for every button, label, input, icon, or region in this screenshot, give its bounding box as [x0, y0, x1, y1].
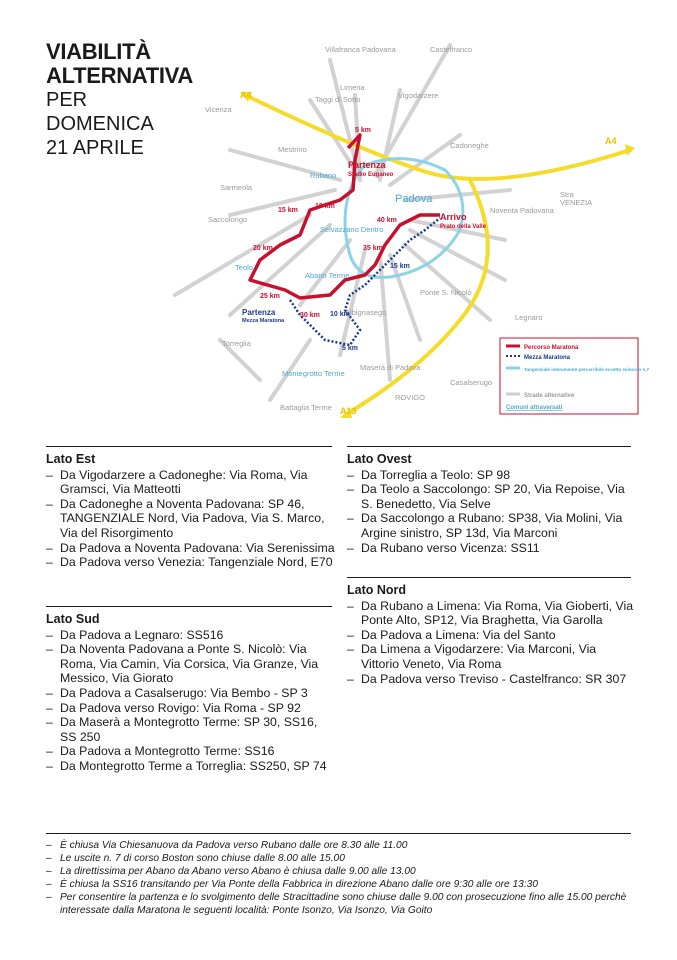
section-title: Lato Nord — [347, 583, 407, 597]
km-marker: 40 km — [377, 217, 397, 224]
divider — [347, 577, 631, 578]
place-label: Taggi di Sotto — [315, 95, 361, 104]
list-item: – Da Padova a Montegrotto Terme: SS16 — [46, 744, 336, 759]
list-item: – Da Padova a Limena: Via del Santo — [347, 628, 637, 643]
route-list — [46, 628, 336, 774]
list-item: – Da Noventa Padovana a Ponte S. Nicolò: Via Roma, Via Camin, Via Corsica, Via Granze, Via Messico, Via Giorato — [46, 642, 336, 686]
closure-notes — [46, 839, 636, 917]
route-list — [347, 599, 637, 687]
divider — [46, 606, 332, 607]
half-marathon-route — [290, 218, 440, 345]
half-start-label: Partenza — [242, 308, 276, 317]
place-label: Mestrino — [278, 145, 307, 154]
section-ovest — [347, 448, 637, 555]
place-label: Casalserugo — [450, 378, 493, 387]
list-item: – Da Padova a Noventa Padovana: Via Serenissima — [46, 541, 336, 556]
divider — [46, 446, 332, 447]
list-item: – Da Maserà a Montegrotto Terme: SP 30, SS16, SS 250 — [46, 715, 336, 744]
km-marker: 5 km — [355, 127, 371, 134]
list-item: – Da Torreglia a Teolo: SP 98 — [347, 468, 637, 483]
km-marker: 30 km — [300, 312, 320, 319]
motorway-label: A4 — [240, 90, 252, 100]
list-item: – È chiusa Via Chiesanuova da Padova verso Rubano dalle ore 8.30 alle 11.00 — [46, 839, 636, 852]
place-label: Villafranca Padovana — [325, 45, 396, 54]
section-title: Lato Sud — [46, 612, 100, 626]
start-sublabel: Stadio Euganeo — [348, 172, 394, 178]
motorway-label: A4 — [605, 136, 617, 146]
place-label: Limena — [340, 83, 365, 92]
list-item: – Da Cadoneghe a Noventa Padovana: SP 46, TANGENZIALE Nord, Via Padova, Via S. Marco, Via del Risorgimento — [46, 497, 336, 541]
section-sud — [46, 608, 336, 774]
title-line: VIABILITÀ — [46, 39, 151, 64]
route-list — [46, 468, 336, 570]
legend-ring: Tangenziale interamente percorribile eccetto svincolo n.7 — [524, 367, 650, 372]
list-item: – Da Teolo a Saccolongo: SP 20, Via Repoise, Via S. Benedetto, Via Selve — [347, 482, 637, 511]
km-marker: 5 km — [342, 345, 358, 352]
place-label: Torreglia — [222, 339, 251, 348]
title-line: DOMENICA — [46, 113, 154, 135]
list-item: – Da Padova a Casalserugo: Via Bembo - SP 3 — [46, 686, 336, 701]
place-label: Abano Terme — [305, 271, 350, 280]
notes-list — [46, 839, 636, 917]
list-item: – Da Padova verso Treviso - Castelfranco: SR 307 — [347, 672, 637, 687]
place-label: Albignasego — [345, 308, 387, 317]
legend-half: Mezza Maratona — [524, 355, 571, 361]
place-label: Teolo — [235, 263, 253, 272]
route-list — [347, 468, 637, 556]
place-label: Noventa Padovana — [490, 206, 554, 215]
place-label: Battaglia Terme — [280, 403, 332, 412]
title-line: ALTERNATIVA — [46, 63, 194, 88]
list-item: – Da Montegrotto Terme a Torreglia: SS250, SP 74 — [46, 759, 336, 774]
divider — [46, 833, 631, 834]
place-label: Padova — [395, 193, 433, 205]
finish-sublabel: Prato della Valle — [440, 224, 487, 230]
route-map — [160, 40, 660, 440]
place-label: Selvazzano Dentro — [320, 225, 384, 234]
place-label: Sarmeola — [220, 183, 253, 192]
place-label: VENEZIA — [560, 198, 593, 207]
start-label: Partenza — [348, 160, 386, 170]
title-line: 21 APRILE — [46, 137, 144, 159]
place-label: Ponte S. Nicolò — [420, 288, 472, 297]
place-label: Vigodarzere — [398, 91, 439, 100]
place-label: Cadoneghe — [450, 141, 489, 150]
place-label: Vicenza — [205, 105, 232, 114]
legend-roads: Strade alternative — [524, 393, 575, 399]
place-label: Rubano — [310, 171, 337, 180]
km-marker: 10 km — [315, 203, 335, 210]
section-title: Lato Ovest — [347, 452, 412, 466]
place-label: Stra — [560, 190, 574, 199]
list-item: – La direttissima per Abano da Abano verso Abano è chiusa dalle 9.00 alle 13.00 — [46, 865, 636, 878]
list-item: – È chiusa la SS16 transitando per Via Ponte della Fabbrica in direzione Abano dalle ore 9:30 alle ore 13:30 — [46, 878, 636, 891]
list-item: – Da Padova verso Rovigo: Via Roma - SP 92 — [46, 701, 336, 716]
place-label: Saccolongo — [208, 215, 248, 224]
legend-marathon: Percorso Maratona — [524, 345, 579, 351]
finish-label: Arrivo — [440, 212, 467, 222]
list-item: – Da Padova verso Venezia: Tangenziale Nord, E70 — [46, 555, 336, 570]
legend-towns: Comuni attraversati — [506, 405, 563, 411]
list-item: – Da Limena a Vigodarzere: Via Marconi, Via Vittorio Veneto, Via Roma — [347, 642, 637, 671]
half-start-sublabel: Mezza Maratona — [242, 318, 285, 324]
motorway-label: A13 — [340, 406, 357, 416]
km-marker: 35 km — [363, 245, 383, 252]
place-label: Montegrotto Terme — [282, 369, 345, 378]
list-item: – Da Rubano a Limena: Via Roma, Via Gioberti, Via Ponte Alto, SP12, Via Braghetta, Via Garolla — [347, 599, 637, 628]
km-marker: 15 km — [390, 263, 410, 270]
divider — [347, 446, 631, 447]
list-item: – Da Vigodarzere a Cadoneghe: Via Roma, Via Gramsci, Via Matteotti — [46, 468, 336, 497]
place-label: Maserà di Padova — [360, 363, 421, 372]
list-item: – Da Rubano verso Vicenza: SS11 — [347, 541, 637, 556]
list-item: – Da Padova a Legnaro: SS516 — [46, 628, 336, 643]
motorway-arrow — [625, 144, 635, 156]
place-label: ROVIGO — [395, 393, 426, 402]
km-marker: 25 km — [260, 293, 280, 300]
list-item: – Da Saccolongo a Rubano: SP38, Via Molini, Via Argine sinistro, SP 13d, Via Marconi — [347, 511, 637, 540]
place-label: Castelfranco — [430, 45, 473, 54]
list-item: – Le uscite n. 7 di corso Boston sono chiuse dalle 8.00 alle 15.00 — [46, 852, 636, 865]
map-legend — [500, 338, 649, 414]
place-label: Legnaro — [515, 313, 543, 322]
km-marker: 20 km — [253, 245, 273, 252]
km-marker: 10 km — [330, 311, 350, 318]
section-nord — [347, 579, 637, 686]
section-est — [46, 448, 336, 570]
title-line: PER — [46, 89, 88, 111]
km-marker: 15 km — [278, 207, 298, 214]
section-title: Lato Est — [46, 452, 96, 466]
list-item: – Per consentire la partenza e lo svolgimento delle Stracittadine sono chiuse dalle 9.00 con prosecuzione fino alle 15.00 perchè interessate dalla Maratona le seguenti località: Ponte Isonzo, Via Isonzo, Via Goito — [46, 891, 636, 917]
